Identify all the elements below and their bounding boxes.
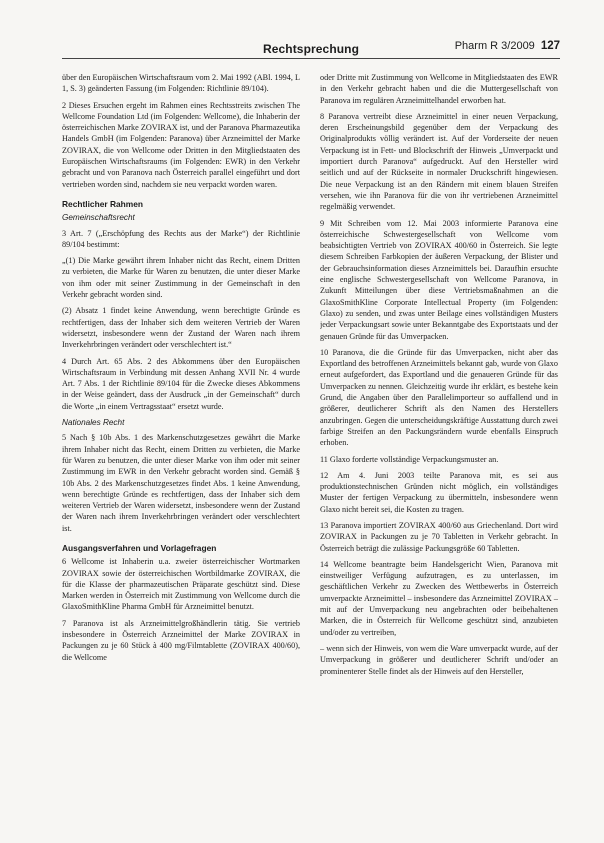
paragraph-11: 11 Glaxo forderte vollständige Verpackungsmuster an. bbox=[320, 454, 499, 464]
quote-paragraph-1: „(1) Die Marke gewährt ihrem Inhaber nicht das Recht, einem Dritten zu verbieten, die Marke für Waren zu benutzen, die unter dieser Marke von ihm oder mit seiner Zustimmung in der Gemeinschaft in den Verkehr gebracht worden sind. bbox=[62, 256, 300, 300]
subheading-national-law: Nationales Recht bbox=[62, 418, 125, 428]
right-column bbox=[320, 72, 558, 830]
paragraph-3: 3 Art. 7 („Erschöpfung des Rechts aus der Marke“) der Richtlinie 89/104 bestimmt: bbox=[62, 228, 300, 249]
heading-main-proceedings: Ausgangsverfahren und Vorlagefragen bbox=[62, 542, 217, 553]
paragraph-15: – wenn sich der Hinweis, von wem die Ware umverpackt wurde, auf der Umverpackung in größerer und deutlicherer Schrift und/oder an prominenterer Stelle findet als der Hinweis auf den Hersteller, bbox=[320, 643, 558, 676]
subheading-community-law: Gemeinschaftsrecht bbox=[62, 213, 135, 223]
paragraph-6: 6 Wellcome ist Inhaberin u.a. zweier österreichischer Wortmarken ZOVIRAX sowie der österreichischen Wortbildmarke ZOVIRAX, die für die Klasse der pharmazeutischen Präparate geschützt sind. Diese Marken werden in Österreich mit Zustimmung von Wellcome durch die GlaxoSmithKline Pharma GmbH für Arzneimittel benutzt. bbox=[62, 557, 300, 612]
paragraph-2: 2 Dieses Ersuchen ergeht im Rahmen eines Rechtsstreits zwischen The Wellcome Foundation Ltd (im Folgenden: Wellcome), die Inhaberin der österreichischen Marke ZOVIRAX ist, und der Paranova Pharmazeutika Handels GmbH (im Folgenden: Paranova) über Arzneimittel der Marke ZOVIRAX, die von Wellcome oder Dritten in den Mitgliedstaaten des Europäischen Wirtschaftsraums (im Folgenden: EWR) in den Verkehr gebracht und von Paranova nach Österreich parallel eingeführt und dort vertrieben worden sind, nachdem sie neu verpackt worden waren. bbox=[62, 100, 300, 189]
left-column bbox=[62, 72, 300, 830]
section-title: Rechtsprechung bbox=[262, 42, 360, 56]
paragraph-7: 7 Paranova ist als Arzneimittelgroßhändlerin tätig. Sie vertrieb insbesondere in Österreich Arzneimittel der Marke ZOVIRAX in Packungen zu je 60 Stück à 400 mg/Filmtablette (ZOVIRAX 400/60), die Wellcome bbox=[62, 618, 300, 662]
paragraph-14: 14 Wellcome beantragte beim Handelsgericht Wien, Paranova mit einstweiliger Verfügung aufzutragen, es zu unterlassen, im geschäftlichen Verkehr zu Zwecken des Wettbewerbs in Österreich umverpackte Arzneimittel – insbesondere das Arzneimittel ZOVIRAX – mit auf der Umverpackung neu angebrachten oder beibehaltenen Marken, die in Österreich für Wellcome geschützt sind, anzubieten und/oder zu vertreiben, bbox=[320, 559, 558, 637]
journal-reference bbox=[455, 40, 560, 52]
paragraph-continued: oder Dritte mit Zustimmung von Wellcome in Mitgliedstaaten des EWR in den Verkehr gebracht haben und die die Muttergesellschaft von Paranova im regulären Arzneimittelhandel erworben hat. bbox=[320, 73, 558, 105]
quote-paragraph-2: (2) Absatz 1 findet keine Anwendung, wenn berechtigte Gründe es rechtfertigen, dass der Inhaber sich dem weiteren Vertrieb der Waren widersetzt, insbesondere wenn der Zustand der Waren nach ihrem Inverkehrbringen verändert oder verschlechtert ist.“ bbox=[62, 306, 300, 350]
paragraph-12: 12 Am 4. Juni 2003 teilte Paranova mit, es sei aus produktionstechnischen Gründen nicht möglich, ein vollständiges Muster der fertigen Verpackung zu übermitteln, insbesondere wenn Glaxo nicht bereit sei, die Kosten zu tragen. bbox=[320, 470, 558, 514]
paragraph-5: 5 Nach § 10b Abs. 1 des Markenschutzgesetzes gewährt die Marke ihrem Inhaber nicht das Recht, einem Dritten zu verbieten, die Marke für Waren zu benutzen, die unter dieser Marke von ihm oder mit seiner Zustimmung im EWR in den Verkehr gebracht worden sind. Gemäß § 10b Abs. 2 des Markenschutzgesetzes findet Abs. 1 keine Anwendung, wenn berechtigte Gründe es rechtfertigen, dass der Inhaber sich dem weiteren Vertrieb der Waren widersetzt, insbesondere wenn der Zustand der Waren nach ihrem Inverkehrbringen verändert oder verschlechtert ist. bbox=[62, 433, 300, 533]
journal-name: Pharm R 3/2009 bbox=[454, 40, 535, 52]
heading-legal-framework: Rechtlicher Rahmen bbox=[62, 198, 143, 209]
page-header bbox=[62, 36, 560, 59]
paragraph-4: 4 Durch Art. 65 Abs. 2 des Abkommens über den Europäischen Wirtschaftsraum in Verbindung mit dessen Anhang XVII Nr. 4 wurde Art. 7 Abs. 1 der Richtlinie 89/104 für die Zwecke dieses Abkommens in der Weise geändert, dass der Ausdruck „in der Gemeinschaft“ durch die Worte „in einem Vertragsstaat“ ersetzt wurde. bbox=[62, 356, 300, 411]
paragraph-13: 13 Paranova importiert ZOVIRAX 400/60 aus Griechenland. Dort wird ZOVIRAX in Packungen zu je 70 Tabletten in Verkehr gebracht. In Österreich beträgt die zulässige Packungsgröße 60 Tabletten. bbox=[320, 520, 558, 553]
paragraph-10: 10 Paranova, die die Gründe für das Umverpacken, nicht aber das Exportland des betroffenen Arzneimittels bekannt gab, wurde von Glaxo erneut aufgefordert, das Exportland und die genaueren Gründe für das Umverpacken zu nennen. Gleichzeitig wurde ihr erklärt, es bestehe kein Grund, die Angaben über den Parallelimporteur so auffallend und in größerer, deutlicherer Schrift als den Namen des Herstellers anzubringen. Gegen die unterscheidungskräftige Ausstattung durch zwei farbige Streifen an den Packungsrändern wurde ebenfalls Einspruch erhoben. bbox=[320, 347, 558, 448]
paragraph-8: 8 Paranova vertreibt diese Arzneimittel in einer neuen Verpackung, deren Erscheinungsbild gegenüber dem der Verpackung des Originalprodukts völlig verändert ist. Auf der Vorderseite der neuen Verpackung ist in Fett- und Blockschrift der Hinweis „Umverpackt und importiert durch Paranova“ aufgedruckt. Auf den Hersteller wird seitlich und auf der Rückseite in normaler Druckschrift hingewiesen. Die neue Verpackung ist an den Rändern mit einem blauen Streifen versehen, wie ihn Paranova für die von ihr vertriebenen Arzneimittel regelmäßig verwendet. bbox=[320, 111, 558, 212]
paragraph: über den Europäischen Wirtschaftsraum vom 2. Mai 1992 (ABl. 1994, L 1, S. 3) geänderten Fassung (im Folgenden: Richtlinie 89/104). bbox=[62, 73, 300, 94]
page-number: 127 bbox=[540, 40, 560, 52]
paragraph-9: 9 Mit Schreiben vom 12. Mai 2003 informierte Paranova eine österreichische Schwestergesellschaft von Wellcome vom beabsichtigten Vertrieb von ZOVIRAX 400/60 in Österreich. Sie legte diesem Schreiben Farbkopien der äußeren Verpackung, der Blister und der Gebrauchsinformation dieses Arzneimittels bei. Daraufhin ersuchte eine englische Schwestergesellschaft von Wellcome Paranova, in Zukunft Mitteilungen über diese Vertriebsmaßnahmen an die GlaxoSmithKline Corporate Intellectual Property (im Folgenden: Glaxo) zu senden, und zwas unter Beilage eines vollständigen Musters jeder Verpackungsart sowie unter Bekanntgabe des Exportstaats und der genauen Gründe für das Umverpacken. bbox=[320, 218, 558, 341]
